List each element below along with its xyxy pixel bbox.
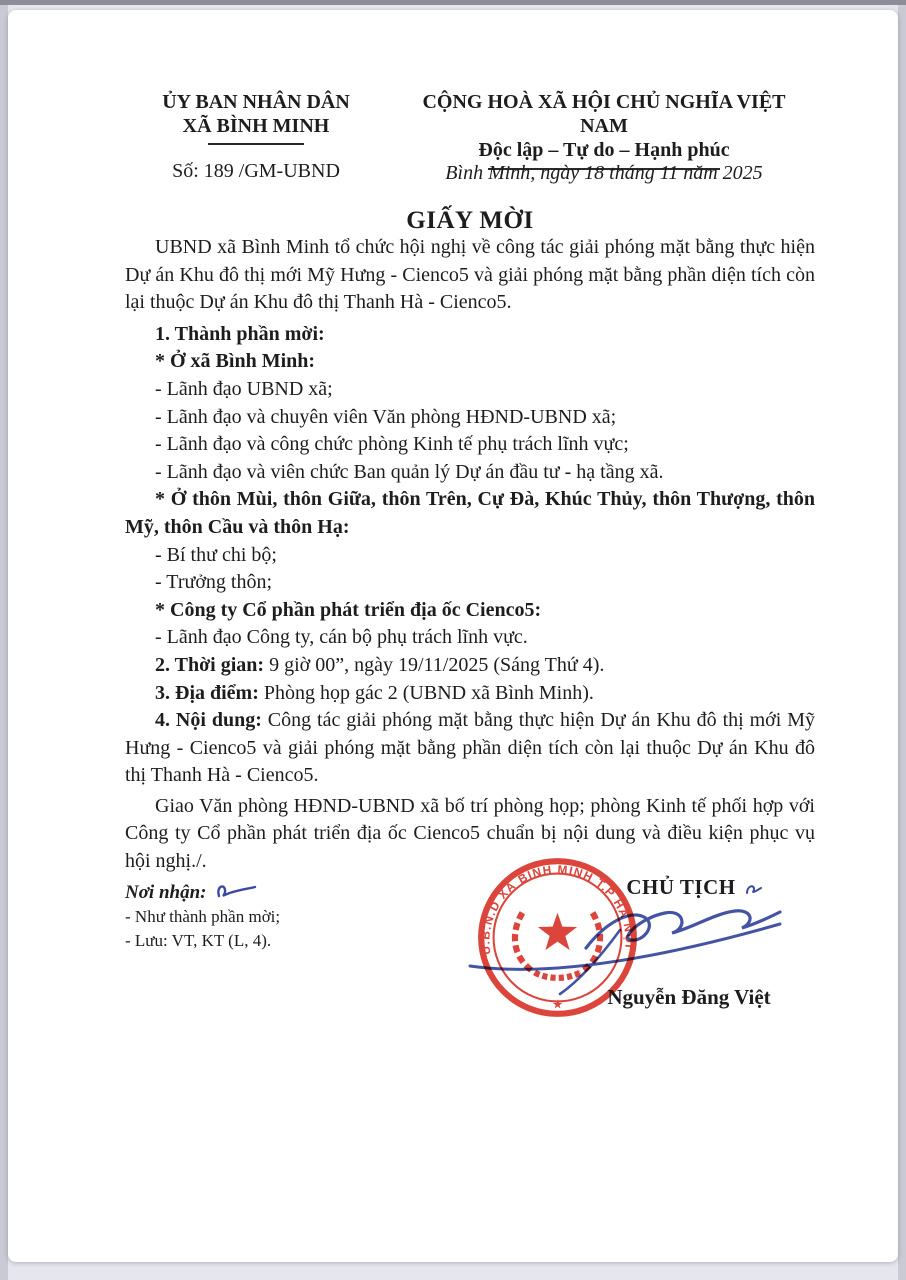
recipients-item: - Lưu: VT, KT (L, 4). [125, 931, 272, 950]
national-motto: Độc lập – Tự do – Hạnh phúc [478, 139, 730, 161]
list-item: - Lãnh đạo và công chức phòng Kinh tế phụ trách lĩnh vực; [155, 433, 629, 456]
intro-paragraph: UBND xã Bình Minh tổ chức hội nghị về công tác giải phóng mặt bằng thực hiện Dự án Khu đô thị mới Mỹ Hưng - Cienco5 và giải phóng mặt bằng phần diện tích còn lại thuộc Dự án Khu đô thị Thanh Hà - Cienco5. [125, 236, 815, 314]
section2-line [125, 652, 815, 680]
pen-scribble-icon [214, 882, 258, 900]
group3-heading: * Công ty Cổ phần phát triển địa ốc Cienco5: [155, 598, 542, 621]
national-header-block [400, 90, 808, 170]
photo-top-edge [0, 0, 906, 5]
photo-left-edge [0, 5, 8, 1280]
signer-title: CHỦ TỊCH [626, 875, 736, 899]
list-item: - Lãnh đạo UBND xã; [155, 377, 333, 400]
section4-paragraph [125, 707, 815, 790]
section4-text: Công tác giải phóng mặt bằng thực hiện Dự án Khu đô thị mới Mỹ Hưng - Cienco5 và giải phóng mặt bằng phần diện tích còn lại thuộc Dự án Khu đô thị Thanh Hà - Cienco5. [125, 709, 816, 787]
document-title: GIẤY MỜI [406, 207, 534, 234]
pen-tick-icon [744, 882, 764, 896]
recipients-label: Nơi nhận: [125, 882, 207, 903]
section1-heading: 1. Thành phần mời: [155, 322, 325, 345]
list-item: - Lãnh đạo Công ty, cán bộ phụ trách lĩnh vực. [155, 626, 528, 649]
document-number: Số: 189 /GM-UBND [172, 160, 340, 182]
list-item: - Lãnh đạo và viên chức Ban quản lý Dự án đầu tư - hạ tầng xã. [155, 460, 664, 483]
document-body [125, 234, 815, 876]
issuing-authority-line1: ỦY BAN NHÂN DÂN [162, 91, 350, 113]
section4-label: 4. Nội dung: [155, 709, 262, 732]
recipients-block [125, 882, 425, 950]
list-item: - Trưởng thôn; [155, 571, 273, 594]
group1-heading: * Ở xã Bình Minh: [155, 350, 316, 373]
list-item: - Lãnh đạo và chuyên viên Văn phòng HĐND-UBND xã; [155, 405, 617, 428]
header-rule-left [208, 143, 304, 145]
recipients-heading [125, 882, 425, 902]
section3-label: 3. Địa điểm: [155, 681, 259, 704]
seal-ring-text: U.B.N.D XÃ BÌNH MINH T.P HÀ NỘI [478, 862, 637, 956]
section3-line [125, 680, 815, 708]
closing-paragraph: Giao Văn phòng HĐND-UBND xã bố trí phòng họp; phòng Kinh tế phối hợp với Công ty Cổ phần phát triển địa ốc Cienco5 chuẩn bị nội dung và điều kiện phục vụ hội nghị./. [125, 794, 815, 873]
section2-label: 2. Thời gian: [155, 653, 265, 676]
list-item: - Bí thư chi bộ; [155, 543, 277, 566]
issuing-authority-line2: XÃ BÌNH MINH [182, 115, 330, 137]
place-and-date: Bình Minh, ngày 18 tháng 11 năm 2025 [445, 162, 763, 184]
recipients-item: - Như thành phần mời; [125, 907, 281, 926]
issuing-authority-block [146, 90, 366, 145]
signature-ink [458, 882, 793, 1002]
signer-name: Nguyễn Đăng Việt [607, 985, 771, 1009]
seal-bottom-star: ★ [551, 997, 564, 1012]
document-page [8, 10, 898, 1262]
photo-right-edge [898, 5, 906, 1280]
signer-title-line [600, 875, 790, 900]
section2-text: 9 giờ 00”, ngày 19/11/2025 (Sáng Thứ 4). [264, 653, 605, 676]
national-title: CỘNG HOÀ XÃ HỘI CHỦ NGHĨA VIỆT NAM [422, 91, 786, 137]
group2-heading: * Ở thôn Mùi, thôn Giữa, thôn Trên, Cự Đà, Khúc Thủy, thôn Thượng, thôn Mỹ, thôn Cầu và thôn Hạ: [125, 488, 815, 538]
section3-text: Phòng họp gác 2 (UBND xã Bình Minh). [258, 681, 594, 704]
